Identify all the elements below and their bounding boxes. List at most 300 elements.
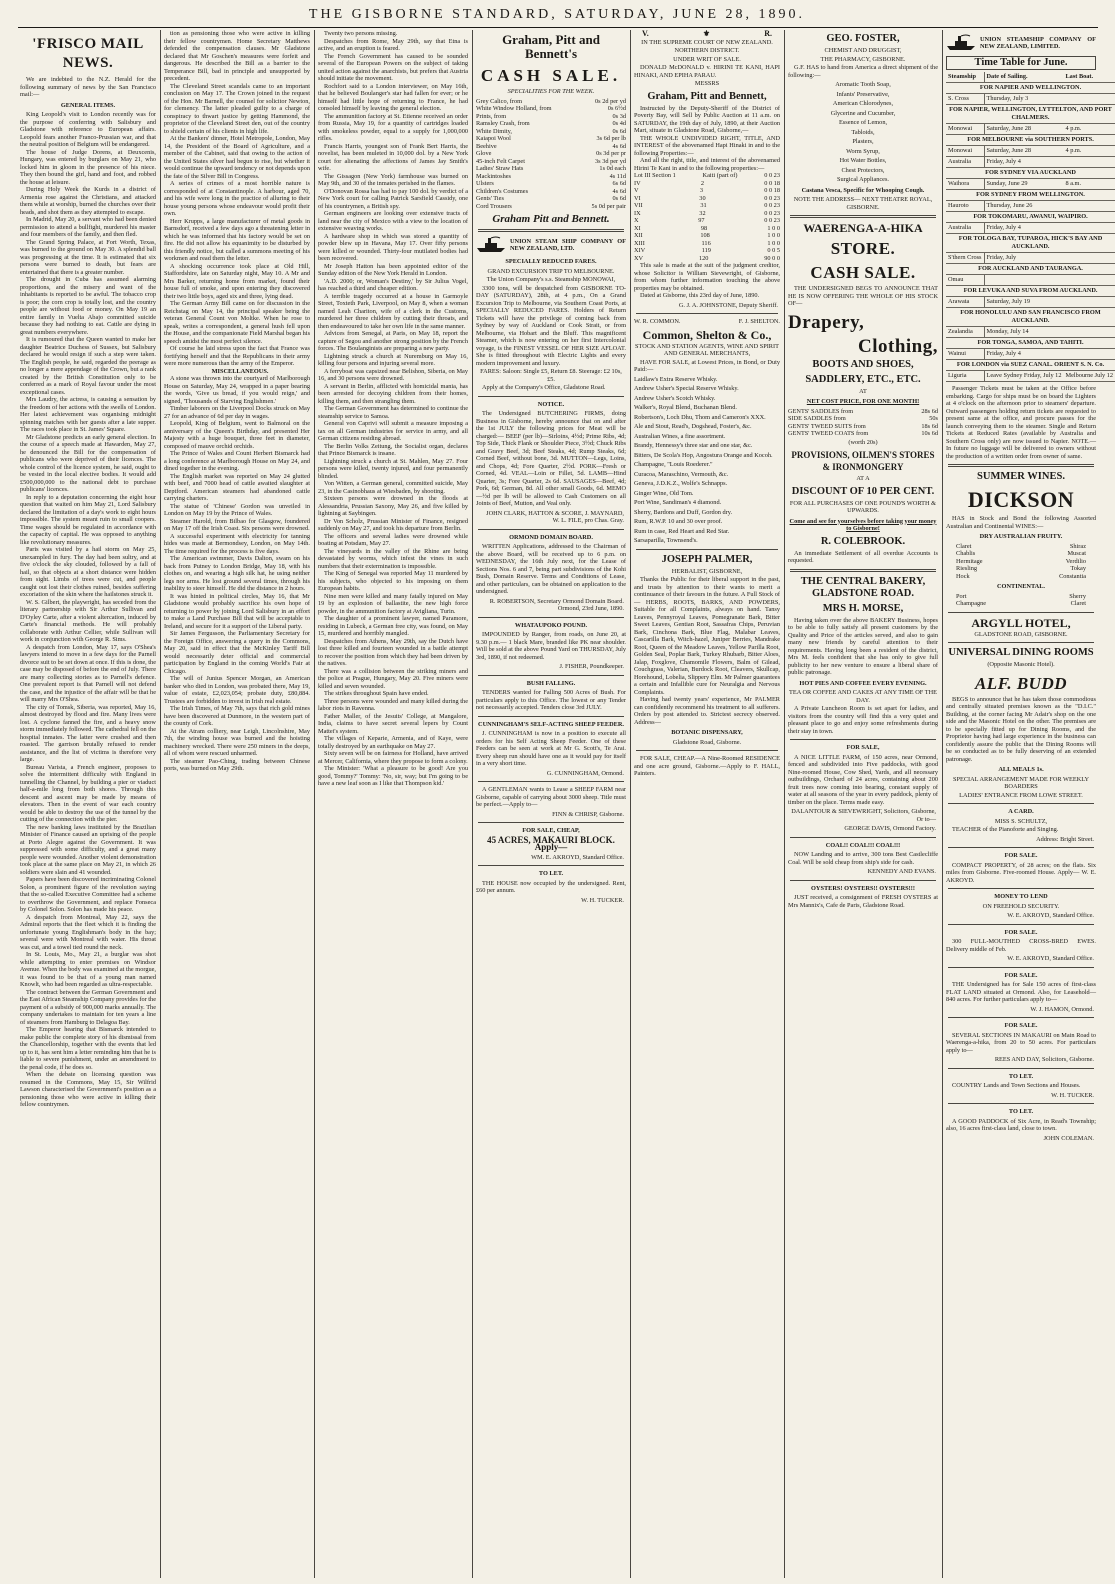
divider (636, 549, 778, 550)
paragraph: The drought in Cuba has assumed alarming proportions, and the misery and want of the inhabitants is reported to be awful. The tobacco crop is poor; the corn crop is totally lost, and the country people are without food or money. On May 19 an entire family in Vuelta Abajo committed suicide because they had nothing to eat. Cattle are dying in great numbers everywhere. (20, 276, 156, 336)
dated: Dated at Gisborne, this 23rd day of June, 1890. (640, 292, 760, 299)
paragraph: The Prince of Wales and Count Herbert Bismarck had a long conference at Marlborough House on May 24, and dined together in the evening. (164, 450, 310, 472)
lot-cell: Kaiti (part of) (702, 172, 738, 179)
merchant-name: Common, Shelton & Co., (642, 327, 772, 342)
lot-cell: IX (634, 209, 641, 217)
price-value: 0s 6d (612, 195, 626, 202)
route-cell: Monowai (946, 146, 984, 157)
pound-signature: J. FISHER, Poundkeeper. (559, 663, 624, 670)
paragraph: A series of crimes of a most horrible nature is corresponded of at Constantinople. A harbour, aged 70, and his wife were long in the practice of alluring to their house young persons whose endeavour would profit their own. (164, 180, 310, 217)
lot-cell: 32 (699, 209, 706, 217)
teacher-address: Address: Bright Street. (1036, 835, 1094, 843)
paragraph: Herr Krupps, a large manufacturer of metal goods in Barnsdorf, received a few days ago a threatening letter in which he was informed that his factory would be set on fire. He did not allow his equanimity to be disturbed by this friendly notice, but called a summons meeting of his workmen and read them the letter. (164, 217, 310, 262)
paragraph: Of course he laid stress upon the fact that France was fortifying herself and that the Republicans in their army were more numerous than the army of the Emperor. (164, 345, 310, 367)
firm-signature: Graham Pitt and Bennett. (492, 213, 610, 225)
paragraph: W. S. Gilbert, the playwright, has seceded from the literary partnership with Sir Arthur Sullivan and D'Oyley Carte, after a violent altercation, induced by Carte's financial methods. He will probably collaborate with Arthur Cellier, while Sullivan will work in conjunction with George R. Sims. (20, 598, 156, 643)
list-item: Surgical Appliances. (837, 176, 889, 183)
price-item: White Dimity, (476, 127, 512, 135)
firm-name: Graham, Pitt and Bennett's (502, 32, 600, 61)
ewes-heading: FOR SALE. (1004, 928, 1038, 936)
paragraph: At the Bankers' dinner, Hotel Metropole, London, May 14, the President of the Board of Agriculture, and a member of the Cabinet, said that owing to the action of the United States silver had begun to rise, but whether it would continue the upward tendency or not depends upon the fate of the Silver Bill in Congress. (164, 135, 310, 180)
route-cell (984, 275, 1063, 286)
divider (478, 781, 624, 782)
divider (948, 924, 1094, 925)
divider (790, 215, 936, 218)
paragraph: Bureau Varista, a French engineer, proposes to solve the intermittent difficulty with England in tunnelling the Channel, by building a pier or viaduct half-a-mile long from both shores. Through this descent and ascent may be made by means of elevators. Then in the event of war each country would be able to destroy the use of the tunnel by the cutting of the connection with the pier. (20, 763, 156, 823)
lot-cell: IV (634, 179, 641, 187)
gentleman-signature: FINN & CHRISP, Gisborne. (552, 810, 624, 818)
lot-cell: 2 (700, 179, 705, 187)
parties: DONALD McDONALD v. HIRINI TE KANI, HAPI HINAKI, AND EPIHA PARAU. (634, 64, 780, 79)
route-heading (946, 135, 1115, 146)
farm-heading: FOR SALE, (846, 744, 880, 751)
column-rule (160, 30, 161, 1578)
lot-cell: XI (634, 224, 641, 232)
list-item: Aromatic Tooth Soap, (835, 81, 891, 88)
divider (478, 229, 624, 232)
farm-signature-2: GEORGE DAVIS, Ormond Factory. (844, 825, 936, 832)
lot-cell: 97 (698, 217, 705, 224)
lot-cell: X (634, 217, 639, 224)
paragraph: Despatches from Athens, May 29th, say the Dutch have lost three killed and fourteen wounded in a battle attempt to recover the position from which they had been driven by the natives. (318, 637, 468, 667)
paragraph: The strikes throughout Spain have ended. (324, 690, 429, 697)
dry-heading: DRY AUSTRALIAN FRUITY. (979, 533, 1063, 540)
wine-name: Verdilio (1065, 557, 1086, 565)
notice-signature: JOHN CLARK, HATTON & SCORE, J. MAYNARD, W. L. FILE, pro Chas. Gray. (486, 509, 624, 524)
let-body: THE HOUSE now occupied by the undersigned. Rent, £60 per annum. (476, 879, 626, 894)
coal-signature: KENNEDY AND EVANS. (867, 868, 936, 875)
paragraph: Lightning struck a church at Nuremburg on May 16, killing four persons and injuring several more. (318, 352, 468, 367)
price-row (476, 203, 626, 211)
paragraph: 'A.D. 2000; or, Woman's Destiny,' by Sir Julius Vogel, has reached a third and cheaper edition. (318, 277, 468, 292)
discount: DISCOUNT OF 10 PER CENT. (791, 485, 935, 497)
paragraph: Papers have been discovered incriminating Colonel Solon, a prominent figure of the revolution saying that the so-called Executive Committee had a scheme to overthrow the Government, and replace Fonseca by Colonel Solon. Solon has made his peace. (20, 876, 156, 913)
route-cell: Leave Sydney Friday, July 12 (984, 371, 1063, 382)
section-heading: MISCELLANEOUS. (211, 367, 269, 375)
price-item: Kaiapoi Wool (476, 135, 511, 142)
dining-rooms: UNIVERSAL DINING ROOMS (948, 647, 1094, 658)
list-item: Sarsaparilla, Townsend's. (634, 537, 698, 544)
lot-cell: 0 0 23 (764, 172, 780, 179)
route-cell: Thursday, July 3 (984, 94, 1063, 105)
route-name: FOR LONDON via SUEZ CANAL. ORIENT S. N. Co. (946, 360, 1115, 371)
paragraph: Sixteen persons were drowned in the floods at Alessandria, Prussian Saxony, May 26, and five killed by lightning at Saybingen. (318, 495, 468, 517)
makauri-heading: FOR SALE. (1004, 1022, 1038, 1029)
divider (948, 803, 1094, 804)
wines-heading: SUMMER WINES. (977, 471, 1065, 482)
paragraph: A terrible tragedy occurred at a house in Garmoyle Street, Toxteth Park, Liverpool, on May 8, when a woman named Leah Chariton, wife of a clerk in the Customs, murdered her three children by cutting their throats, and then endeavoured to take her own life in the same manner. (318, 292, 468, 330)
route-cell (1063, 297, 1115, 308)
route-heading (946, 286, 1115, 297)
lot-cell: XIV (634, 247, 646, 254)
paragraph: Mrs Laudry, the actress, is causing a sensation by the freedom of her actions with the swells of London. Her latest achievement was organising midnight spinning matches with her guests after a late supper. The races took place in St. James' Square. (20, 396, 156, 433)
paragraph: Lightning struck a church at St. Mahlen, May 27. Four persons were killed, twenty injured, and four permanently blinded. (318, 457, 468, 480)
route-cell: Saturday, July 19 (984, 297, 1063, 308)
list-item: Andrew Usher's Special Reserve Whisky. (634, 385, 739, 392)
wine-name: Constantia (1059, 572, 1086, 580)
list-item: Rum in case, Red Heart and Red Star. (634, 527, 730, 535)
wine-name: Chablis (956, 550, 976, 557)
wine-row (946, 543, 1096, 551)
price-row (476, 158, 626, 166)
column-rule (630, 30, 631, 1578)
purchases: FOR ALL PURCHASES OF ONE POUND'S WORTH & UPWARDS. (789, 499, 937, 514)
ewes-body: 300 FULL-MOUTHED CROSS-BRED EWES. Delivery middle of Feb. (946, 938, 1096, 953)
sale-heading: FOR SALE. (1004, 852, 1038, 859)
route-cell: Hauroto (946, 201, 984, 212)
lot-cell: 30 (699, 194, 706, 202)
paragraph: The Emperor hearing that Bismarck intended to make public the complete story of his dismissal from the Chancellorship, together with the events that led up to it, has sent him a letter reminding him that he is liable to severe punishment, under an amendment to the penal code, if he does so. (20, 1026, 156, 1071)
writ: UNDER WRIT OF SALE. (673, 55, 741, 63)
route-heading (946, 234, 1115, 253)
partners (634, 318, 780, 326)
tea-coffee: TEA OR COFFEE AND CAKES AT ANY TIME OF THE DAY. (789, 689, 937, 704)
dickson-body: HAS in Stock and Bond the following Assorted Australian and Continental WINES:— (946, 515, 1096, 530)
paragraph: The new banking laws instituted by the Brazilian Minister of Finance caused an uprising of the people at Porto Alegre against the Government. It was suppressed with some difficulty, and a great many people were wounded. Another violent demonstration took place at the same place on May 21, in which 26 soldiers were slain and 41 wounded. (20, 823, 156, 876)
paragraph: It was hinted in political circles, May 16, that Mr Gladstone would probably sacrifice his own hope of returning to power by joining Lord Salisbury in an effort to make a Land Purchase Bill that will be acceptable to Ireland, and secure for it a support of the Liberal party. (164, 592, 310, 630)
column-3 (318, 30, 468, 1578)
lot-row (634, 232, 780, 240)
dickson: DICKSON (967, 487, 1075, 512)
wine-name: Claret (1070, 600, 1086, 607)
castana: Castana Vesca, Specific for Whooping Cough. (801, 186, 925, 194)
divider (790, 880, 936, 881)
merchant-intro: HAVE FOR SALE, at Lowest Prices, in Bond, or Duty Paid:— (634, 358, 780, 373)
to-let-heading: TO LET. (1008, 1072, 1034, 1080)
price-row (476, 98, 626, 106)
timetable-table (946, 72, 1115, 382)
route-cell: Australia (946, 223, 984, 234)
lot-row (634, 202, 780, 210)
pharmacy-name: THE PHARMACY, GISBORNE. (820, 55, 906, 63)
timetable-header (946, 72, 1115, 83)
flat-land-body: THE Undersigned has for Sale 150 acres of first-class FLAT LAND situated at Ormond. Also, for Leasehold—840 acres. For further particulars apply to— (946, 981, 1096, 1003)
store-name: WAERENGA-A-HIKA (803, 221, 923, 235)
price-item: Glove (476, 150, 492, 157)
wine-row (946, 558, 1096, 566)
makauri-body: SEVERAL SECTIONS IN MAKAURI on Main Road to Waerenga-a-hika, from 20 to 50 acres. For particulars apply to— (946, 1031, 1096, 1054)
price-item: Ulsters (476, 180, 494, 187)
route-row (946, 297, 1115, 308)
price-row (788, 423, 938, 431)
price-value: 0s 6½d (607, 105, 626, 112)
continental-heading: CONTINENTAL. (997, 583, 1045, 590)
route-name: FOR SYDNEY FROM WELLINGTON. (946, 190, 1115, 201)
route-name: FOR MELBOURNE via SOUTHERN PORTS. (946, 135, 1115, 146)
come-and-see: Come and see for yourselves before taking your money to Gisborne! (789, 517, 937, 532)
route-name: FOR AUCKLAND AND TAURANGA. (946, 264, 1115, 275)
route-row (946, 157, 1115, 168)
price-value: 0s 3d per pr (596, 150, 626, 157)
proprietor: ALF. BUDD (974, 673, 1068, 693)
column-rule (784, 30, 785, 1578)
price-row (476, 188, 626, 196)
route-cell: 8 a.m. (1063, 179, 1115, 190)
list-item: Rum, R.W.P. 10 and 30 over proof. (634, 518, 723, 525)
chemist-name: GEO. FOSTER, (826, 33, 900, 44)
divider (948, 967, 1094, 968)
route-cell: Melbourne July 12 (1063, 371, 1115, 382)
paragraph: German engineers are looking over extensive tracts of land near the city of Mexico with a view to the location of extensive weaving works. (318, 210, 468, 232)
divider (790, 569, 936, 572)
paragraph: In St. Louis, Mo., May 21, a burglar was shot while attempting to enter premises on Windsor Avenue. When the body was examined at the morgue, it was found to be that of a young man named Knowlt, who had been regarded as ultra-respectable. (20, 951, 156, 988)
route-cell: Saturday, June 28 (984, 146, 1063, 157)
price-value: 0s 4d (612, 120, 626, 127)
paragraph: There was a collision between the striking miners and the police at Prague, Hungary, May 20. Five miners were killed and seven wounded. (318, 667, 468, 690)
dining-opposite: (Opposite Masonic Hotel). (987, 661, 1055, 668)
paragraph: General von Caprivi will submit a measure imposing a tax on all German industries for service in army, and all German citizens residing abroad. (318, 420, 468, 442)
list-item: American Chlorodynes, (832, 100, 894, 107)
header-cell: Last Boat. (1063, 72, 1115, 83)
special-arrangement: SPECIAL ARRANGEMENT MADE FOR WEEKLY BOARDERS (952, 775, 1090, 790)
timetable (946, 72, 1114, 382)
divider (636, 750, 778, 751)
settlement: An immediate Settlement of all overdue Accounts is requested. (788, 549, 938, 564)
court-crest-icon: ⚜ (702, 29, 711, 38)
oysters-body: JUST received, a consignment of FRESH OYSTERS at Mrs Mannix's, Cafe de Paris, Gladstone Road. (788, 894, 938, 909)
route-cell: Friday, July (984, 253, 1063, 264)
court-name: IN THE SUPREME COURT OF NEW ZEALAND. (641, 38, 773, 46)
lot-cell: 0 0 18 (764, 179, 780, 187)
drapery: Drapery, (788, 311, 865, 333)
paragraph: When the debate on licensing question was resumed in the Commons, May 15, Sir Wilfrid Lawson characterised the Government's position as a pensioning those who were active in killing their fellow countrymen. (20, 1071, 156, 1108)
route-row (946, 201, 1115, 212)
wine-list (946, 543, 1096, 581)
lot-row (634, 225, 780, 233)
route-cell (1063, 327, 1115, 338)
list-item: Sherry, Bardons and Duff, Gordon dry. (634, 508, 733, 516)
coal-heading: COAL!! COAL!!! COAL!!! (825, 841, 901, 849)
paragraph: A shocking occurrence took place at Old Hill, Staffordshire, late on Saturday night, May 10. A Mr and Mrs Barker, returning home from market, found their house full of smoke, and upon entering they discovered their two little boys, aged six and three, lying dead. (164, 262, 310, 300)
pound-heading: WHATAUPOKO POUND. (514, 621, 588, 629)
divider (948, 888, 1094, 889)
price-value: 4s 6d (612, 142, 626, 150)
lot-cell: VI (634, 194, 641, 202)
ormond-heading: ORMOND DOMAIN BOARD. (509, 533, 593, 541)
wine-name: Port (956, 592, 967, 600)
route-cell (1063, 157, 1115, 168)
route-cell: Arawata (946, 297, 984, 308)
paragraph: The Berlin Volks Zeitung, the Socialist organ, declares that Prince Bismarck is insane. (318, 442, 468, 457)
gentleman-ad: A GENTLEMAN wants to Lease a SHEEP FARM near Gisborne, capable of carrying about 3000 sheep. Title must be perfect.—Apply to— (476, 786, 626, 808)
price-row (476, 143, 626, 151)
auctioneer-name: Graham, Pitt and Bennett, (647, 90, 767, 102)
column-1 (20, 30, 156, 1578)
lot-cell: 0 0 18 (764, 187, 780, 194)
uss-body: 3300 tons, will be despatched from GISBORNE TO-DAY (SATURDAY), 28th, at 4 p.m., On a Grand Excursion Trip to Melbourne, via Southern Coast Ports, at SPECIALLY REDUCED FARES. Holders of Return Tickets will have the privilege of coming back from Sydney by way of Auckland or Cook Strait, or from Melbourne, via Hobart and the Bluff. This magnificent Steamer, which is now entering on her first Intercolonial voyage, is the FINEST VESSEL OF HER SIZE AFLOAT. She is fitted throughout with Electric Lights and every modern improvement and luxury. (476, 284, 626, 367)
route-cell: Liguria (946, 371, 984, 382)
paragraph: Mr Joseph Hatton has been appointed editor of the Sunday edition of the New York Herald in London. (318, 262, 468, 277)
route-cell (1063, 275, 1115, 286)
chemist-address: NOTE THE ADDRESS— NEXT THEATRE ROYAL, GISBORNE. (793, 196, 933, 211)
paragraph: Von Witten, a German general, committed suicide, May 23, in the Casinobhaus at Wiesbaden, by shooting. (318, 480, 468, 495)
nett-cost: NET COST PRICE, FOR ONE MONTH! (806, 398, 920, 405)
uss-logo (946, 34, 1096, 52)
route-row (946, 371, 1115, 382)
timetable-note: Passenger Tickets must be taken at the Office before embarking. Cargo for ships must be on board the Lighters at 4 o'clock on the afternoon prior to steamers' departure. Outward passengers holding return tickets are requested to present same at the office, and procure passes for the launch conveying them to the steamer. Single and Return Tickets at Reduced Rates (available by Australia and Southern Cross only) are now issued to Napier. NOTE.—In future no luggage will be delivered to owners without the production of a written order from owner of same. (946, 385, 1096, 460)
uss-name: UNION STEAMSHIP COMPANY OF NEW ZEALAND, LIMITED. (980, 35, 1096, 50)
uss-fares: SPECIALLY REDUCED FARES. (505, 258, 597, 265)
paragraph: The statue of 'Chinese' Gordon was unveiled in London on May 19 by the Prince of Wales. (164, 502, 310, 517)
paragraph: At the Atram colliery, near Leigh, Lincolnshire, May 7th, the winding house was burned and the hoisting machinery wrecked. There were 250 miners in the deeps, all of whom were rescued unharmed. (164, 727, 310, 757)
price-item: Grey Calico, from (476, 97, 522, 105)
route-name: FOR TONGA, SAMOA, AND TAHITI. (946, 338, 1115, 349)
price-row (476, 180, 626, 188)
list-item: Andrew Usher's Scotch Whisky. (634, 394, 716, 402)
paragraph: The contract between the German Government and the East African Steamship Company provides for the payment of a subsidy of 900,000 marks annually. The company undertakes to maintain for ten years a line of steamers from Hamburg to Delagoa Bay. (20, 988, 156, 1026)
paragraph: In Madrid, May 20, a servant who had been denied permission to attend a bullfight, murdered his master and four members of the family, and then fled. (20, 216, 156, 238)
price-item: Ramsley Crash, from (476, 120, 530, 127)
hot-pies: HOT PIES AND COFFEE EVERY EVENING. (799, 679, 927, 687)
flat-land-signature: W. J. HAMON, Ormond. (1030, 1005, 1094, 1013)
route-row (946, 223, 1115, 234)
lot-cell: 120 (698, 254, 709, 262)
price-value: 3s 6d per lb (596, 135, 626, 142)
paragraph: Advices from Senegal, at Paris, on May 18, report the capture of Segou and another strong position by the French forces. The Boulanginists are preparing a new party. (318, 330, 468, 352)
price-row (476, 195, 626, 203)
list-item: Walker's, Royal Blend, Buchanan Blend. (634, 404, 737, 411)
route-heading (946, 105, 1115, 124)
lot-cell: 119 (701, 247, 711, 254)
route-cell: Saturday, June 28 (984, 124, 1063, 135)
list-item: Plasters, (852, 138, 874, 145)
list-item: Tabloids, (851, 128, 875, 136)
price-value: 3s 3d per yd (595, 157, 626, 165)
list-item: Essence of Lemon, (838, 119, 888, 126)
lot-cell: 98 (700, 224, 708, 232)
header-cell: Steamship (946, 72, 984, 83)
boots: BOOTS AND SHOES, (812, 358, 914, 370)
paragraph: Leopold, King of Belgium, went to Balmoral on the anniversary of the Queen's Birthday, and presented Her Majesty with a huge bouquet, three feet in diameter, composed of mauve orchid orchids. (164, 420, 310, 450)
lot-cell: 1 0 0 (767, 232, 780, 239)
route-name: FOR TOLOGA BAY, TUPAROA, HICK'S BAY AND AUCKLAND. (946, 234, 1115, 253)
route-name: FOR TOKOMARU, AWANUI, WAIPIRO. (946, 212, 1115, 223)
route-row (946, 146, 1115, 157)
price-item: GENTS' TWEED COATS from (788, 430, 869, 437)
paragraph: Despatches from Rome, May 29th, say that Etna is active, and an eruption is feared. (318, 37, 468, 52)
lot-row (634, 247, 780, 255)
lot-cell: 0 0 23 (764, 202, 780, 209)
paddock-signature: JOHN COLEMAN. (1043, 1134, 1094, 1142)
steamship-icon (946, 34, 976, 52)
paragraph: The house of Judge Dorens, at Deuxcenis, Hungary, was entered by burglars on May 21, who locked him in gloom in the presence of his niece. They then bound the girl, hand and foot, and robbed the house at leisure. (20, 148, 156, 186)
price-row (788, 430, 938, 438)
divider (478, 822, 624, 823)
route-row (946, 94, 1115, 105)
paragraph: The German Government has determined to continue the steamship service to Samoa. (318, 405, 468, 420)
price-value: 18s 6d (921, 422, 938, 430)
wine-name: Riesling (956, 565, 977, 572)
bush-body: TENDERS wanted for Falling 500 Acres of Bush. For particulars apply to this Office. The lowest or any Tender not necessarily accepted. Tenders close 3rd JULY. (476, 689, 626, 711)
wine-name: Hermitage (956, 557, 983, 565)
price-row (476, 165, 626, 173)
price-item: GENTS' TWEED SUITS from (788, 422, 866, 430)
divider (636, 313, 778, 314)
lot-cell: 0 0 23 (764, 209, 780, 217)
herbalist-sub: HERBALIST, GISBORNE, (671, 567, 743, 575)
divider (478, 617, 624, 618)
cash-sale-heading: CASH SALE. (810, 263, 916, 282)
lot-cell: V (634, 187, 639, 194)
divider (478, 716, 624, 717)
column-4 (476, 30, 626, 1578)
header-cell: Date of Sailing. (984, 72, 1063, 83)
lot-row (634, 217, 780, 225)
wine-name: Muscat (1067, 550, 1086, 557)
article-paragraphs (20, 111, 156, 1109)
paragraph: A despatch from London, May 17, says O'Shea's lawyers intend to move in a few days for the Parnell divorce suit to be set down at once. If this is done, the case may be disposed of before the end of July. There are many collecting stories as to Parnell's defence. One prevalent report is that Parnell will not defend the case, and the injustice of the affair will be that he will marry Mrs O'Shea. (20, 643, 156, 703)
sheriff-signature: G. J. A. JOHNSTONE, Deputy Sheriff. (678, 301, 778, 309)
ormond-body: WRITTEN Applications, addressed to the Chairman of the above Board, will be received up to 6 p.m. on WEDNESDAY, the 16th July next, for the Lease of Sections Nos. 6 and 7, being part subdivisions of the Kohi Bush, Domain Reserve. Terms and Conditions of Lease, and other particulars, can be obtained on application to the undersigned. (476, 543, 626, 595)
masthead-rule (18, 27, 1098, 28)
list-item: Worm Syrup, (846, 147, 880, 155)
list-item: Hot Water Bottles, (839, 157, 887, 164)
column-5 (634, 30, 780, 1578)
list-item: Ginger Wine, Old Tom. (634, 489, 694, 497)
wine-row (946, 550, 1096, 558)
paragraph: tion as pensioning those who were active in killing their fellow countrymen. Home Secretary Matthews defended the compensation clauses. Mr Gladstone declared that Mr Goschen's measures were forfeit and dangerous. He described the Bill as a barrier to the Temperance Bill, bad in principle and unsupported by precedent. (164, 30, 310, 82)
route-row (946, 327, 1115, 338)
merchant-trade: STOCK AND STATION AGENTS, WINE AND SPIRIT AND GENERAL MERCHANTS, (635, 342, 779, 357)
list-item: Chest Protectors, (841, 166, 885, 174)
route-cell: Thursday, June 26 (984, 201, 1063, 212)
paragraph: The American swimmer, Davis Dalton, swam on his back from Putney to London Bridge, May 18, with his clothes on, and wearing a high silk hat, he using neither legs nor arms. He lost ground several times, through his inability to steer himself. He did the distance in 2 hours. (164, 555, 310, 592)
price-row (476, 120, 626, 128)
price-value: 4s 6d (612, 187, 626, 195)
lot-row (634, 187, 780, 195)
flat-land-heading: FOR SALE. (1004, 971, 1038, 979)
lot-cell: XII (634, 232, 643, 239)
uss-trip: GRAND EXCURSION TRIP TO MELBOURNE. (487, 267, 615, 275)
storekeeper: R. COLEBROOK. (820, 535, 906, 547)
sale-signature: WM. E. AKROYD, Standard Office. (531, 853, 624, 861)
price-value: 0s 3d (612, 112, 626, 120)
list-item: Curacoa, Maraschino, Vermouth, &c. (634, 470, 729, 478)
paragraph: The Cleveland Street scandals came to an important conclusion on May 17. The Crown joined in the request of the Hon. Mr Barnell, the counsel for solicitor Newton, for clemency. The latter pleaded guilty to a charge of conspiracy to thwart justice by getting Hammond, the proprietor of the Cleveland Street den, out of the country to shield certain of his clients in high life. (164, 82, 310, 135)
price-item: Gents' Ties (476, 195, 504, 202)
at: AT (859, 387, 867, 395)
article-paragraphs (318, 30, 468, 788)
wine-row (946, 600, 1096, 608)
divider (948, 847, 1094, 848)
paragraph: Mr Gladstone predicts an early general election. In the course of a speech made at Hawarden, May 27, he denounced the Bill for the compensation of publicans who were deprived of their licences. The whole control of the licence system, he said, ought to be vested in the local elective bodies. It would add £500,000,000 to the national debt to purchase publicans' licences. (20, 433, 156, 493)
paragraph: The Minister: 'What a pleasure to be good! Are you good, Tommy?' Tommy: 'No, sir, way; but I'm going to be have a new leaf soon as I like that Thompson kid.' (318, 765, 468, 787)
route-cell (1063, 201, 1115, 212)
lot-row (634, 195, 780, 203)
let-heading: TO LET. (538, 870, 564, 877)
route-cell: S'thern Cross (946, 253, 984, 264)
route-cell: 4 p.m. (1063, 146, 1115, 157)
paragraph: The Irish Times, of May 7th, says that rich gold mines have been discovered at Dunmore, in the western part of the county of Cork. (164, 705, 310, 727)
divider (948, 1103, 1094, 1104)
paragraph: King Leopold's visit to London recently was for the purpose of conferring with Salisbury and Gladstone with reference to European affairs. Leopold fears another Franco-Prussian war, and that the neutral position of Belgium will be endangered. (20, 111, 156, 148)
herbalist-body: Thanks the Public for their liberal support in the past, and trusts by attention to their wants to merit a continuance of their favours in the future. A Full Stock of— HERBS, ROOTS, BARKS, AND POWDERS, Suitable for all Complaints, always on hand. Tansy Leaves, Pennyroyal Leaves, Pomegranate Bark, Bitter Sweet Leaves, Gentian Root, Sassafras Chips, Peruvian Bark, Cinchona Bark, Blue Flag, Malabar Leaves, Cascarilla Bark, Witch-hazel, Juniper Berries, Mandrake Root, Queen of the Meadow Leaves, Yellow Parilla Root, Golden Seal, Poplar Bark, Turkey Rhubarb, Bitter Aloes, Jalap, Foxglove, Chamomile Flowers, Balm of Gilead, Couchgrass, Valerian, Burdock Root, Cleavers, Skullcap, Horehound, Lobelia, Slippery Elm. Mr Palmer guarantees a certain and Infallible cure for Neuralgia and Nervous Complaints. (634, 576, 781, 696)
route-name: FOR LEVUKA AND SUVA FROM AUCKLAND. (946, 286, 1115, 297)
paragraph: O'Donovan Rossa has had to pay 100 dol. by verdict of a New York court for calling Patrick Sarsfield Cassidy, one of his countrymen, a British spy. (318, 187, 468, 210)
makauri-signature: REES AND DAY, Solicitors, Gisborne. (994, 1056, 1094, 1063)
route-heading (946, 83, 1115, 94)
chemist-intro: G.F. HAS to hand from America a direct shipment of the following:— (788, 64, 938, 79)
partner-name: W. R. COMMON. (634, 318, 681, 325)
lot-cell: 108 (700, 232, 710, 239)
route-row (946, 124, 1115, 135)
route-cell: S. Cross (946, 94, 984, 105)
luncheon: A Private Luncheon Room is set apart for ladies, and visitors from the country will find this a very quiet and pleasant place to go and enjoy some refreshments during their stay in town. (788, 705, 938, 735)
route-row (946, 349, 1115, 360)
teacher-name: MISS S. SCHULTZ, (994, 817, 1048, 825)
notice-heading: NOTICE. (537, 400, 565, 408)
price-item: SIDE SADDLES from (788, 415, 846, 422)
